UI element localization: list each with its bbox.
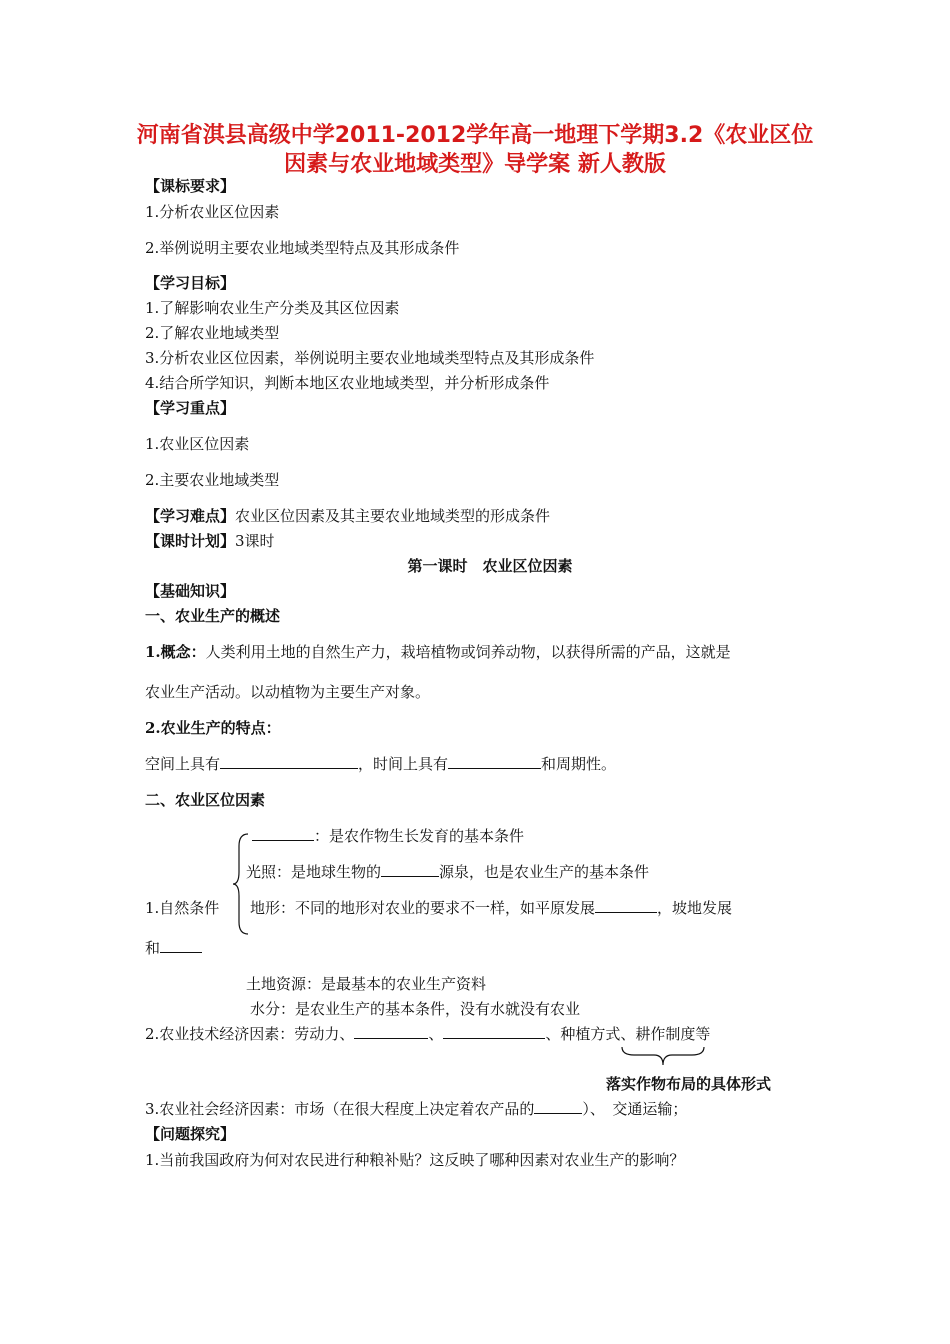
section2-heading: 二、农业区位因素: [145, 791, 266, 809]
tech-note: 落实作物布局的具体形式: [606, 1075, 772, 1093]
terrain-line: [250, 898, 732, 918]
tech-blank-2[interactable]: [443, 1024, 545, 1039]
light-blank[interactable]: [381, 862, 439, 877]
document-title-line-2: 因素与农业地域类型》导学案 新人教版: [284, 152, 666, 177]
tanjiu-heading: 【问题探究】: [145, 1125, 236, 1143]
section1-heading: 一、农业生产的概述: [145, 607, 281, 625]
jihua-heading: 【课时计划】: [145, 532, 236, 550]
time-feature-blank[interactable]: [448, 754, 541, 769]
tech-blank-1[interactable]: [354, 1024, 428, 1039]
mubiao-item-4: 4.结合所学知识，判断本地区农业地域类型，并分析形成条件: [145, 374, 550, 392]
terrain-line-2: [145, 938, 202, 958]
zhongdian-item-2: 2.主要农业地域类型: [145, 471, 280, 489]
light-text-b: 源泉，也是农业生产的基本条件: [439, 863, 650, 881]
zhongdian-heading: 【学习重点】: [145, 399, 236, 417]
concept-text-1: 人类利用土地的自然生产力，栽培植物或饲养动物，以获得所需的产品，这就是: [205, 643, 731, 661]
plain-blank[interactable]: [595, 898, 657, 913]
light-text-a: 光照：是地球生物的: [246, 863, 382, 881]
tanjiu-question-1: 1.当前我国政府为何对农民进行种粮补贴？这反映了哪种因素对农业生产的影响？: [145, 1151, 685, 1169]
document-title-line-1: 河南省淇县高级中学2011-2012学年高一地理下学期3.2《农业区位: [136, 123, 814, 148]
space-feature-blank[interactable]: [220, 754, 358, 769]
mubiao-heading: 【学习目标】: [145, 274, 236, 292]
market-blank[interactable]: [534, 1099, 582, 1114]
mubiao-item-1: 1.了解影响农业生产分类及其区位因素: [145, 299, 400, 317]
tech-text-b: 、: [428, 1025, 444, 1043]
jichu-heading: 【基础知识】: [145, 582, 236, 600]
terrain-text-b: ，坡地发展: [657, 899, 733, 917]
nandian-heading: 【学习难点】: [145, 507, 236, 525]
kebiao-item-2: 2.举例说明主要农业地域类型特点及其形成条件: [145, 239, 460, 257]
kebiao-heading: 【课标要求】: [145, 177, 236, 195]
mubiao-item-3: 3.分析农业区位因素，举例说明主要农业地域类型特点及其形成条件: [145, 349, 595, 367]
social-text-a: 3.农业社会经济因素：市场（在很大程度上决定着农产品的: [145, 1100, 535, 1118]
mubiao-item-2: 2.了解农业地域类型: [145, 324, 280, 342]
climate-text: ：是农作物生长发育的基本条件: [314, 827, 525, 845]
terrain-text-c: 和: [145, 939, 161, 957]
concept-line-2: 农业生产活动。以动植物为主要生产对象。: [145, 683, 431, 701]
features-text-a: 空间上具有: [145, 755, 221, 773]
nandian-text: 农业区位因素及其主要农业地域类型的形成条件: [235, 507, 551, 525]
features-label: 2.农业生产的特点：: [145, 719, 281, 737]
concept-label: 1.概念：: [145, 643, 206, 661]
social-line: [145, 1099, 687, 1119]
nandian-line: [145, 506, 550, 526]
features-text-c: 和周期性。: [541, 755, 617, 773]
zhongdian-item-1: 1.农业区位因素: [145, 435, 250, 453]
tech-line: [145, 1024, 710, 1044]
light-line: [246, 862, 649, 882]
soil-line: 土地资源：是最基本的农业生产资料: [246, 975, 487, 993]
natural-conditions-brace: [232, 832, 252, 936]
lesson-title: 第一课时 农业区位因素: [407, 557, 573, 575]
features-line: [145, 754, 616, 774]
jihua-line: [145, 531, 275, 551]
slope-blank[interactable]: [160, 938, 202, 953]
concept-line-1: [145, 642, 731, 662]
terrain-text-a: 地形：不同的地形对农业的要求不一样，如平原发展: [250, 899, 596, 917]
climate-blank[interactable]: [252, 826, 314, 841]
tech-text-c: 、种植方式、耕作制度等: [545, 1025, 711, 1043]
kebiao-item-1: 1.分析农业区位因素: [145, 203, 280, 221]
natural-label: 1.自然条件: [145, 899, 220, 917]
features-text-b: ，时间上具有: [358, 755, 449, 773]
water-line: 水分：是农业生产的基本条件，没有水就没有农业: [250, 1000, 581, 1018]
climate-line: [252, 826, 524, 846]
planting-methods-brace: [620, 1045, 706, 1067]
jihua-text: 3课时: [235, 532, 275, 550]
tech-text-a: 2.农业技术经济因素：劳动力、: [145, 1025, 355, 1043]
social-text-b: ）、 交通运输；: [582, 1100, 688, 1118]
